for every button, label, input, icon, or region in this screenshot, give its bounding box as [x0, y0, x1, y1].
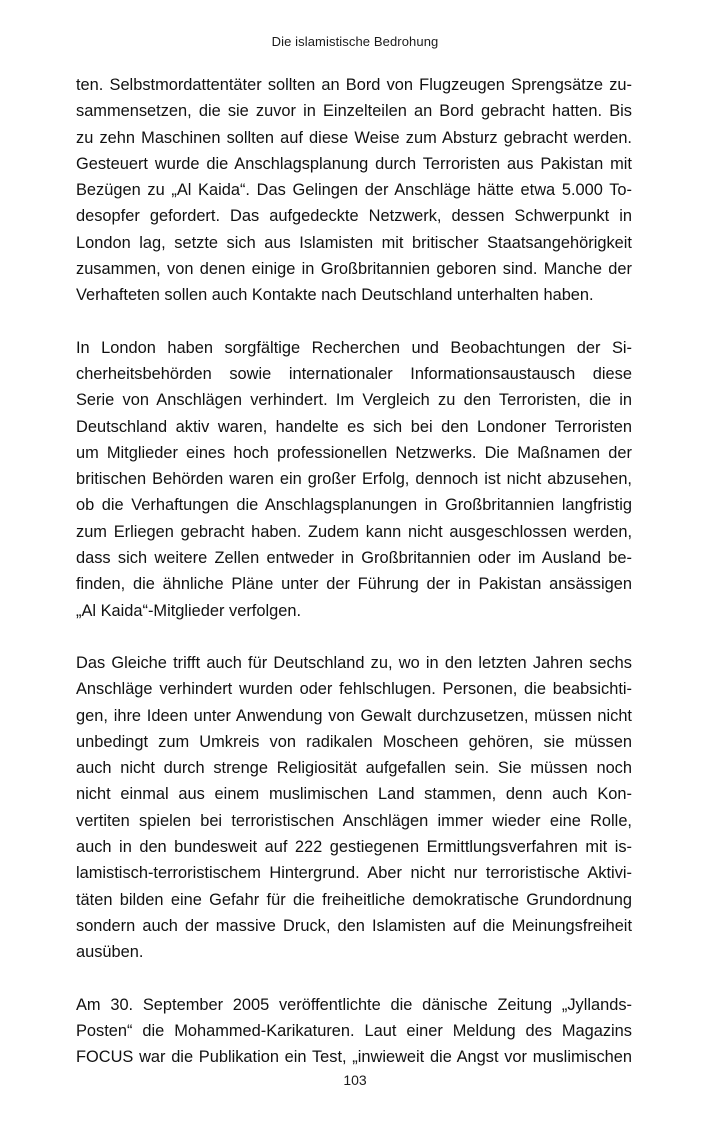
page-number: 103 — [343, 1072, 367, 1088]
text-line: sondern auch der massive Druck, den Islamisten auf die Meinungsfreiheit — [76, 916, 632, 935]
text-line: London lag, setzte sich aus Islamisten mit britischer Staatsangehörigkeit — [76, 233, 632, 252]
text-line: FOCUS war die Publikation ein Test, „inwieweit die Angst vor muslimischen — [76, 1048, 632, 1067]
text-line: auch nicht durch strenge Religiosität aufgefallen sein. Sie müssen noch — [76, 759, 632, 778]
text-line: ob die Verhaftungen die Anschlagsplanungen in Großbritannien langfristig — [76, 496, 632, 515]
text-line: auch in den bundesweit auf 222 gestiegenen Ermittlungsverfahren mit is- — [76, 838, 632, 857]
text-line: lamistisch-terroristischem Hintergrund. Aber nicht nur terroristische Aktivi- — [76, 864, 632, 883]
text-line: um Mitglieder eines hoch professionellen Netzwerks. Die Maßnamen der — [76, 443, 632, 462]
text-line: sammensetzen, die sie zuvor in Einzelteilen an Bord gebracht hatten. Bis — [76, 102, 632, 121]
text-line: Anschläge verhindert wurden oder fehlschlugen. Personen, die beabsichti- — [76, 680, 632, 699]
running-head: Die islamistische Bedrohung — [271, 34, 439, 49]
text-line: Das Gleiche trifft auch für Deutschland zu, wo in den letzten Jahren sechs — [76, 653, 632, 672]
paragraph-4 — [76, 992, 632, 1071]
paragraph-3 — [76, 650, 632, 966]
text-line: zum Erliegen gebracht haben. Zudem kann nicht ausgeschlossen werden, — [76, 522, 632, 541]
text-line: Verhafteten sollen auch Kontakte nach Deutschland unterhalten haben. — [76, 286, 594, 305]
text-line: zu zehn Maschinen sollten auf diese Weise zum Absturz gebracht werden. — [76, 128, 632, 147]
text-line: Gesteuert wurde die Anschlagsplanung durch Terroristen aus Pakistan mit — [76, 154, 632, 173]
text-line: „Al Kaida“-Mitglieder verfolgen. — [76, 601, 302, 620]
text-line: nicht einmal aus einem muslimischen Land stammen, denn auch Kon- — [76, 785, 632, 804]
text-line: unbedingt zum Umkreis von radikalen Moscheen gehören, sie müssen — [76, 732, 632, 751]
text-line: Deutschland aktiv waren, handelte es sich bei den Londoner Terroristen — [76, 417, 632, 436]
text-line: ten. Selbstmordattentäter sollten an Bord von Flugzeugen Sprengsätze zu- — [76, 76, 632, 94]
text-line: desopfer gefordert. Das aufgedeckte Netzwerk, dessen Schwerpunkt in — [76, 207, 632, 226]
text-line: gen, ihre Ideen unter Anwendung von Gewalt durchzusetzen, müssen nicht — [76, 706, 632, 725]
text-line: Posten“ die Mohammed-Karikaturen. Laut einer Meldung des Magazins — [76, 1021, 632, 1040]
body-text — [76, 72, 632, 1070]
text-line: Am 30. September 2005 veröffentlichte die dänische Zeitung „Jyllands- — [76, 995, 632, 1014]
paragraph-gap — [76, 624, 632, 650]
text-line: vertiten spielen bei terroristischen Anschlägen immer wieder eine Rolle, — [76, 811, 632, 830]
text-line: täten bilden eine Gefahr für die freiheitliche demokratische Grundordnung — [76, 890, 632, 909]
text-line: cherheitsbehörden sowie internationaler Informationsaustausch diese — [76, 364, 632, 383]
text-line: dass sich weitere Zellen entweder in Großbritannien oder im Ausland be- — [76, 549, 632, 568]
paragraph-gap — [76, 309, 632, 335]
text-line: ausüben. — [76, 943, 144, 962]
paragraph-gap — [76, 966, 632, 992]
text-line: Serie von Anschlägen verhindert. Im Vergleich zu den Terroristen, die in — [76, 391, 632, 410]
text-line: Bezügen zu „Al Kaida“. Das Gelingen der Anschläge hätte etwa 5.000 To- — [76, 181, 632, 200]
paragraph-2 — [76, 335, 632, 624]
text-line: zusammen, von denen einige in Großbritannien geboren sind. Manche der — [76, 260, 632, 279]
text-line: In London haben sorgfältige Recherchen und Beobachtungen der Si- — [76, 338, 632, 357]
text-line: finden, die ähnliche Pläne unter der Führung der in Pakistan ansässigen — [76, 575, 632, 594]
text-line: britischen Behörden waren ein großer Erfolg, dennoch ist nicht abzusehen, — [76, 470, 632, 489]
paragraph-1 — [76, 72, 632, 309]
